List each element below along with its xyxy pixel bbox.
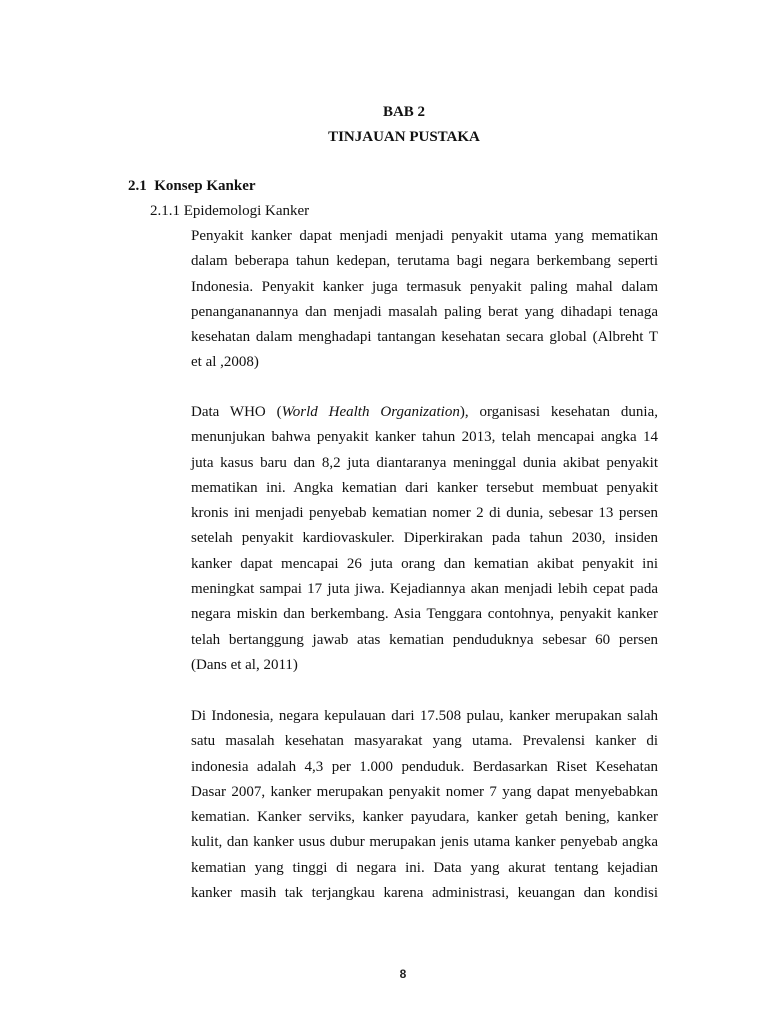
chapter-title: TINJAUAN PUSTAKA — [328, 129, 480, 145]
line-text: Data WHO ( — [191, 404, 282, 420]
paragraph-line: dalam beberapa tahun kedepan, terutama bagi negara berkembang seperti — [191, 253, 658, 270]
paragraph-line — [191, 400, 658, 425]
paragraph-line: Dasar 2007, kanker merupakan penyakit nomer 7 yang dapat menyebabkan — [191, 783, 658, 800]
chapter-label: BAB 2 — [382, 104, 426, 120]
subsection-heading: 2.1.1 Epidemologi Kanker — [150, 203, 310, 219]
paragraph-line: kanker masih tak terjangkau karena administrasi, keuangan dan kondisi — [191, 885, 658, 902]
paragraph-line: Penyakit kanker dapat menjadi menjadi penyakit utama yang mematikan — [191, 228, 658, 244]
paragraph-line: mematikan ini. Angka kematian dari kanker tersebut membuat penyakit — [191, 479, 658, 496]
section-heading: 2.1 Konsep Kanker — [128, 178, 256, 194]
line-text: ), organisasi kesehatan dunia, — [459, 404, 658, 420]
paragraph-line: setelah penyakit kardiovaskuler. Diperkirakan pada tahun 2030, insiden — [191, 530, 658, 547]
paragraph-line: kematian yang tinggi di negara ini. Data yang akurat tentang kejadian — [191, 859, 658, 876]
paragraph-3 — [191, 704, 658, 906]
paragraph-line: meningkat sampai 17 juta jiwa. Kejadiannya akan menjadi lebih cepat pada — [191, 581, 658, 598]
paragraph-line: Di Indonesia, negara kepulauan dari 17.508 pulau, kanker merupakan salah — [191, 708, 658, 724]
paragraph-line: Indonesia. Penyakit kanker juga termasuk penyakit paling mahal dalam — [191, 278, 658, 295]
paragraph-1 — [191, 224, 658, 376]
paragraph-line: indonesia adalah 4,3 per 1.000 penduduk. Berdasarkan Riset Kesehatan — [191, 758, 658, 775]
italic-organization-name: World Health Organization — [281, 404, 460, 420]
paragraph-line: kanker dapat mencapai 26 juta orang dan kematian akibat penyakit ini — [191, 555, 658, 572]
paragraph-line: penangananannya dan menjadi masalah paling berat yang dihadapi tenaga — [191, 303, 658, 320]
paragraph-line: negara miskin dan berkembang. Asia Tenggara contohnya, penyakit kanker — [191, 606, 658, 623]
paragraph-line: satu masalah kesehatan masyarakat yang utama. Prevalensi kanker di — [191, 733, 658, 750]
paragraph-2 — [191, 400, 658, 678]
paragraph-line: kulit, dan kanker usus dubur merupakan jenis utama kanker penyebab angka — [191, 834, 658, 851]
paragraph-line: juta kasus baru dan 8,2 juta diantaranya meninggal dunia akibat penyakit — [191, 454, 658, 471]
paragraph-line: (Dans et al, 2011) — [191, 656, 298, 673]
paragraph-line: menunjukan bahwa penyakit kanker tahun 2013, telah mencapai angka 14 — [191, 429, 658, 446]
page-number: 8 — [399, 967, 407, 981]
paragraph-line: kronis ini menjadi penyebab kematian nomer 2 di dunia, sebesar 13 persen — [191, 505, 658, 522]
paragraph-line: et al ,2008) — [191, 354, 259, 371]
paragraph-line: telah bertanggung jawab atas kematian penduduknya sebesar 60 persen — [191, 631, 658, 648]
paragraph-line: kesehatan dalam menghadapi tantangan kesehatan secara global (Albreht T — [191, 329, 658, 346]
paragraph-line: kematian. Kanker serviks, kanker payudara, kanker getah bening, kanker — [191, 809, 658, 826]
